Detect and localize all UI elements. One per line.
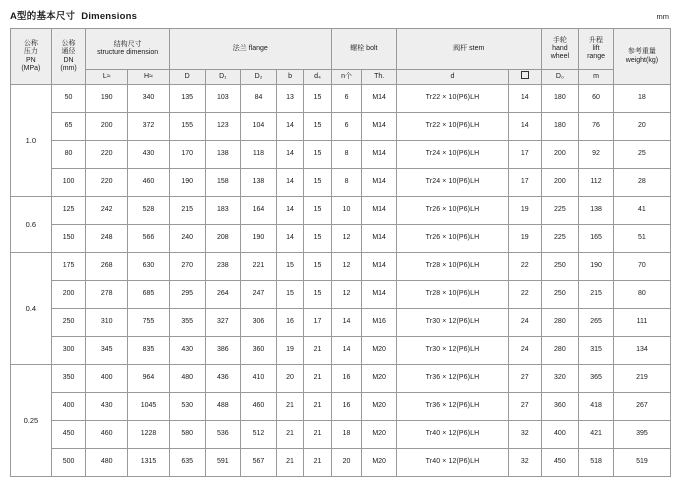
cell-D2: 118 xyxy=(241,141,277,169)
cell-D: 480 xyxy=(169,365,205,393)
cell-pn: 0.6 xyxy=(11,197,52,253)
cell-H: 685 xyxy=(128,281,170,309)
cell-bolt-count: 14 xyxy=(331,337,362,365)
cell-stem-square: 32 xyxy=(508,449,541,477)
cell-bolt-count: 14 xyxy=(331,309,362,337)
cell-D1: 138 xyxy=(205,141,241,169)
cell-stem-d: Tr22 × 10(P6)LH xyxy=(396,85,508,113)
cell-bolt-thread: M14 xyxy=(362,225,397,253)
table-body xyxy=(11,85,671,477)
cell-bolt-thread: M20 xyxy=(362,393,397,421)
cell-lift: 76 xyxy=(579,113,614,141)
table-row xyxy=(11,169,671,197)
cell-H: 1228 xyxy=(128,421,170,449)
cell-D1: 158 xyxy=(205,169,241,197)
col-header-stem: 阀杆 stem xyxy=(396,29,541,70)
col-header-lift: 升程 lift range xyxy=(579,29,614,70)
cell-b: 21 xyxy=(276,393,303,421)
cell-stem-d: Tr40 × 12(P6)LH xyxy=(396,449,508,477)
cell-stem-d: Tr36 × 12(P6)LH xyxy=(396,365,508,393)
cell-bolt-count: 8 xyxy=(331,169,362,197)
cell-H: 1045 xyxy=(128,393,170,421)
dimensions-table xyxy=(10,28,671,477)
col-header-L: L≈ xyxy=(86,70,128,85)
cell-bolt-thread: M20 xyxy=(362,449,397,477)
cell-bolt-count: 6 xyxy=(331,113,362,141)
cell-lift: 315 xyxy=(579,337,614,365)
cell-stem-d: Tr30 × 12(P6)LH xyxy=(396,337,508,365)
table-row xyxy=(11,141,671,169)
cell-dn: 400 xyxy=(51,393,86,421)
page-title-en: Dimensions xyxy=(81,11,138,22)
table-row xyxy=(11,197,671,225)
cell-lift: 421 xyxy=(579,421,614,449)
cell-stem-d: Tr28 × 10(P6)LH xyxy=(396,281,508,309)
cell-weight: 134 xyxy=(613,337,670,365)
cell-H: 835 xyxy=(128,337,170,365)
col-header-stem-square xyxy=(508,70,541,85)
cell-stem-square: 19 xyxy=(508,225,541,253)
cell-handwheel-d0: 225 xyxy=(541,197,579,225)
cell-L: 400 xyxy=(86,365,128,393)
cell-bolt-count: 12 xyxy=(331,225,362,253)
cell-D: 355 xyxy=(169,309,205,337)
cell-dn: 300 xyxy=(51,337,86,365)
page-title-zh: A型的基本尺寸 xyxy=(10,11,76,22)
cell-L: 248 xyxy=(86,225,128,253)
cell-bolt-count: 12 xyxy=(331,253,362,281)
col-header-bolt: 螺栓 bolt xyxy=(331,29,396,70)
col-header-handwheel-d0: D₀ xyxy=(541,70,579,85)
col-header-bolt-count: n个 xyxy=(331,70,362,85)
cell-L: 310 xyxy=(86,309,128,337)
cell-stem-d: Tr24 × 10(P6)LH xyxy=(396,141,508,169)
cell-b: 14 xyxy=(276,141,303,169)
cell-stem-square: 27 xyxy=(508,365,541,393)
cell-lift: 518 xyxy=(579,449,614,477)
cell-L: 460 xyxy=(86,421,128,449)
cell-L: 278 xyxy=(86,281,128,309)
cell-L: 242 xyxy=(86,197,128,225)
cell-dn: 500 xyxy=(51,449,86,477)
cell-stem-square: 17 xyxy=(508,169,541,197)
cell-pn: 0.4 xyxy=(11,253,52,365)
cell-D1: 327 xyxy=(205,309,241,337)
cell-D1: 488 xyxy=(205,393,241,421)
cell-bolt-thread: M14 xyxy=(362,281,397,309)
cell-d4: 15 xyxy=(304,113,332,141)
cell-b: 15 xyxy=(276,253,303,281)
col-header-D: D xyxy=(169,70,205,85)
cell-bolt-count: 12 xyxy=(331,281,362,309)
cell-bolt-count: 18 xyxy=(331,421,362,449)
cell-D1: 264 xyxy=(205,281,241,309)
cell-D1: 436 xyxy=(205,365,241,393)
cell-H: 964 xyxy=(128,365,170,393)
cell-b: 21 xyxy=(276,421,303,449)
cell-D1: 103 xyxy=(205,85,241,113)
cell-L: 430 xyxy=(86,393,128,421)
cell-d4: 21 xyxy=(304,337,332,365)
cell-L: 190 xyxy=(86,85,128,113)
cell-D: 430 xyxy=(169,337,205,365)
table-row xyxy=(11,281,671,309)
cell-bolt-thread: M14 xyxy=(362,141,397,169)
cell-handwheel-d0: 180 xyxy=(541,113,579,141)
cell-bolt-count: 6 xyxy=(331,85,362,113)
cell-D2: 512 xyxy=(241,421,277,449)
cell-L: 345 xyxy=(86,337,128,365)
cell-D2: 104 xyxy=(241,113,277,141)
col-header-H: H≈ xyxy=(128,70,170,85)
cell-lift: 165 xyxy=(579,225,614,253)
table-row xyxy=(11,309,671,337)
cell-D: 635 xyxy=(169,449,205,477)
cell-stem-square: 27 xyxy=(508,393,541,421)
cell-H: 755 xyxy=(128,309,170,337)
cell-L: 480 xyxy=(86,449,128,477)
cell-b: 14 xyxy=(276,113,303,141)
cell-H: 430 xyxy=(128,141,170,169)
cell-D: 240 xyxy=(169,225,205,253)
table-row xyxy=(11,365,671,393)
cell-D1: 123 xyxy=(205,113,241,141)
cell-stem-d: Tr30 × 12(P6)LH xyxy=(396,309,508,337)
table-row xyxy=(11,113,671,141)
cell-dn: 350 xyxy=(51,365,86,393)
cell-stem-square: 24 xyxy=(508,309,541,337)
cell-handwheel-d0: 200 xyxy=(541,169,579,197)
cell-L: 220 xyxy=(86,169,128,197)
cell-dn: 250 xyxy=(51,309,86,337)
cell-handwheel-d0: 450 xyxy=(541,449,579,477)
cell-H: 630 xyxy=(128,253,170,281)
cell-D2: 567 xyxy=(241,449,277,477)
cell-D2: 247 xyxy=(241,281,277,309)
cell-stem-square: 32 xyxy=(508,421,541,449)
cell-stem-d: Tr28 × 10(P6)LH xyxy=(396,253,508,281)
cell-lift: 60 xyxy=(579,85,614,113)
cell-lift: 265 xyxy=(579,309,614,337)
cell-stem-d: Tr26 × 10(P6)LH xyxy=(396,197,508,225)
table-head xyxy=(11,29,671,85)
cell-bolt-thread: M20 xyxy=(362,337,397,365)
cell-weight: 18 xyxy=(613,85,670,113)
cell-D: 295 xyxy=(169,281,205,309)
cell-dn: 50 xyxy=(51,85,86,113)
cell-bolt-count: 16 xyxy=(331,365,362,393)
cell-D2: 460 xyxy=(241,393,277,421)
cell-stem-d: Tr26 × 10(P6)LH xyxy=(396,225,508,253)
cell-handwheel-d0: 250 xyxy=(541,253,579,281)
col-header-b: b xyxy=(276,70,303,85)
cell-weight: 267 xyxy=(613,393,670,421)
cell-bolt-thread: M14 xyxy=(362,113,397,141)
cell-pn: 1.0 xyxy=(11,85,52,197)
cell-b: 14 xyxy=(276,225,303,253)
cell-d4: 15 xyxy=(304,253,332,281)
cell-lift: 112 xyxy=(579,169,614,197)
cell-pn: 0.25 xyxy=(11,365,52,477)
cell-bolt-count: 16 xyxy=(331,393,362,421)
cell-D: 170 xyxy=(169,141,205,169)
cell-stem-d: Tr40 × 12(P6)LH xyxy=(396,421,508,449)
col-header-stem-d: d xyxy=(396,70,508,85)
table-row xyxy=(11,421,671,449)
col-header-weight: 参考重量 weight(kg) xyxy=(613,29,670,85)
title-row xyxy=(10,8,671,22)
cell-H: 528 xyxy=(128,197,170,225)
cell-D2: 164 xyxy=(241,197,277,225)
cell-stem-d: Tr22 × 10(P6)LH xyxy=(396,113,508,141)
cell-bolt-thread: M14 xyxy=(362,253,397,281)
cell-bolt-thread: M20 xyxy=(362,365,397,393)
cell-D: 155 xyxy=(169,113,205,141)
cell-dn: 175 xyxy=(51,253,86,281)
cell-L: 268 xyxy=(86,253,128,281)
col-header-flange: 法兰 flange xyxy=(169,29,331,70)
cell-stem-square: 19 xyxy=(508,197,541,225)
cell-lift: 365 xyxy=(579,365,614,393)
cell-d4: 15 xyxy=(304,281,332,309)
cell-d4: 15 xyxy=(304,141,332,169)
cell-D: 135 xyxy=(169,85,205,113)
cell-stem-square: 22 xyxy=(508,253,541,281)
cell-bolt-count: 20 xyxy=(331,449,362,477)
cell-weight: 25 xyxy=(613,141,670,169)
cell-bolt-thread: M14 xyxy=(362,169,397,197)
cell-H: 460 xyxy=(128,169,170,197)
cell-handwheel-d0: 225 xyxy=(541,225,579,253)
cell-D1: 208 xyxy=(205,225,241,253)
cell-stem-square: 24 xyxy=(508,337,541,365)
cell-handwheel-d0: 400 xyxy=(541,421,579,449)
cell-D: 215 xyxy=(169,197,205,225)
cell-H: 340 xyxy=(128,85,170,113)
unit-note: mm xyxy=(656,12,669,21)
cell-L: 220 xyxy=(86,141,128,169)
cell-handwheel-d0: 250 xyxy=(541,281,579,309)
table-row xyxy=(11,225,671,253)
cell-dn: 65 xyxy=(51,113,86,141)
col-header-pn: 公称 压力 PN (MPa) xyxy=(11,29,52,85)
cell-d4: 15 xyxy=(304,225,332,253)
cell-d4: 21 xyxy=(304,393,332,421)
page-title xyxy=(10,8,137,22)
cell-stem-square: 14 xyxy=(508,113,541,141)
cell-dn: 450 xyxy=(51,421,86,449)
cell-bolt-thread: M16 xyxy=(362,309,397,337)
col-header-bolt-thread: Th. xyxy=(362,70,397,85)
cell-weight: 219 xyxy=(613,365,670,393)
col-header-dn: 公称 通径 DN (mm) xyxy=(51,29,86,85)
col-header-lift-m: m xyxy=(579,70,614,85)
cell-d4: 21 xyxy=(304,449,332,477)
cell-stem-d: Tr24 × 10(P6)LH xyxy=(396,169,508,197)
cell-handwheel-d0: 320 xyxy=(541,365,579,393)
col-header-d4: d₄ xyxy=(304,70,332,85)
header-row-groups xyxy=(11,29,671,70)
cell-bolt-thread: M20 xyxy=(362,421,397,449)
cell-lift: 138 xyxy=(579,197,614,225)
cell-d4: 21 xyxy=(304,365,332,393)
cell-D2: 306 xyxy=(241,309,277,337)
cell-D: 270 xyxy=(169,253,205,281)
cell-handwheel-d0: 280 xyxy=(541,337,579,365)
cell-weight: 70 xyxy=(613,253,670,281)
cell-D1: 591 xyxy=(205,449,241,477)
cell-stem-square: 22 xyxy=(508,281,541,309)
cell-D: 190 xyxy=(169,169,205,197)
cell-L: 200 xyxy=(86,113,128,141)
cell-b: 21 xyxy=(276,449,303,477)
col-header-D2: D₂ xyxy=(241,70,277,85)
cell-d4: 17 xyxy=(304,309,332,337)
col-header-structure: 结构尺寸 structure dimension xyxy=(86,29,170,70)
table-row xyxy=(11,253,671,281)
cell-D: 580 xyxy=(169,421,205,449)
cell-stem-square: 14 xyxy=(508,85,541,113)
cell-bolt-thread: M14 xyxy=(362,85,397,113)
cell-weight: 80 xyxy=(613,281,670,309)
cell-D: 530 xyxy=(169,393,205,421)
col-header-D1: D₁ xyxy=(205,70,241,85)
cell-d4: 15 xyxy=(304,197,332,225)
cell-H: 1315 xyxy=(128,449,170,477)
cell-stem-square: 17 xyxy=(508,141,541,169)
cell-dn: 150 xyxy=(51,225,86,253)
cell-handwheel-d0: 360 xyxy=(541,393,579,421)
cell-D1: 183 xyxy=(205,197,241,225)
cell-b: 16 xyxy=(276,309,303,337)
cell-D1: 238 xyxy=(205,253,241,281)
cell-b: 14 xyxy=(276,197,303,225)
cell-D2: 84 xyxy=(241,85,277,113)
cell-d4: 15 xyxy=(304,85,332,113)
cell-b: 14 xyxy=(276,169,303,197)
cell-D2: 360 xyxy=(241,337,277,365)
cell-dn: 125 xyxy=(51,197,86,225)
table-row xyxy=(11,449,671,477)
cell-weight: 20 xyxy=(613,113,670,141)
cell-D2: 138 xyxy=(241,169,277,197)
square-icon xyxy=(521,71,529,79)
cell-weight: 51 xyxy=(613,225,670,253)
cell-D1: 386 xyxy=(205,337,241,365)
table-row xyxy=(11,337,671,365)
cell-H: 372 xyxy=(128,113,170,141)
cell-dn: 80 xyxy=(51,141,86,169)
table-row xyxy=(11,85,671,113)
cell-b: 15 xyxy=(276,281,303,309)
cell-dn: 100 xyxy=(51,169,86,197)
cell-handwheel-d0: 200 xyxy=(541,141,579,169)
cell-handwheel-d0: 280 xyxy=(541,309,579,337)
cell-b: 19 xyxy=(276,337,303,365)
cell-d4: 21 xyxy=(304,421,332,449)
cell-bolt-count: 8 xyxy=(331,141,362,169)
cell-lift: 190 xyxy=(579,253,614,281)
cell-d4: 15 xyxy=(304,169,332,197)
cell-weight: 28 xyxy=(613,169,670,197)
cell-D2: 410 xyxy=(241,365,277,393)
header-row-subs xyxy=(11,70,671,85)
cell-lift: 92 xyxy=(579,141,614,169)
cell-weight: 519 xyxy=(613,449,670,477)
cell-bolt-count: 10 xyxy=(331,197,362,225)
cell-D2: 190 xyxy=(241,225,277,253)
cell-lift: 215 xyxy=(579,281,614,309)
cell-handwheel-d0: 180 xyxy=(541,85,579,113)
cell-b: 20 xyxy=(276,365,303,393)
cell-H: 566 xyxy=(128,225,170,253)
cell-stem-d: Tr36 × 12(P6)LH xyxy=(396,393,508,421)
table-row xyxy=(11,393,671,421)
cell-bolt-thread: M14 xyxy=(362,197,397,225)
cell-lift: 418 xyxy=(579,393,614,421)
cell-dn: 200 xyxy=(51,281,86,309)
cell-weight: 111 xyxy=(613,309,670,337)
cell-D2: 221 xyxy=(241,253,277,281)
cell-b: 13 xyxy=(276,85,303,113)
cell-weight: 41 xyxy=(613,197,670,225)
cell-D1: 536 xyxy=(205,421,241,449)
cell-weight: 395 xyxy=(613,421,670,449)
col-header-handwheel: 手轮 hand wheel xyxy=(541,29,579,70)
